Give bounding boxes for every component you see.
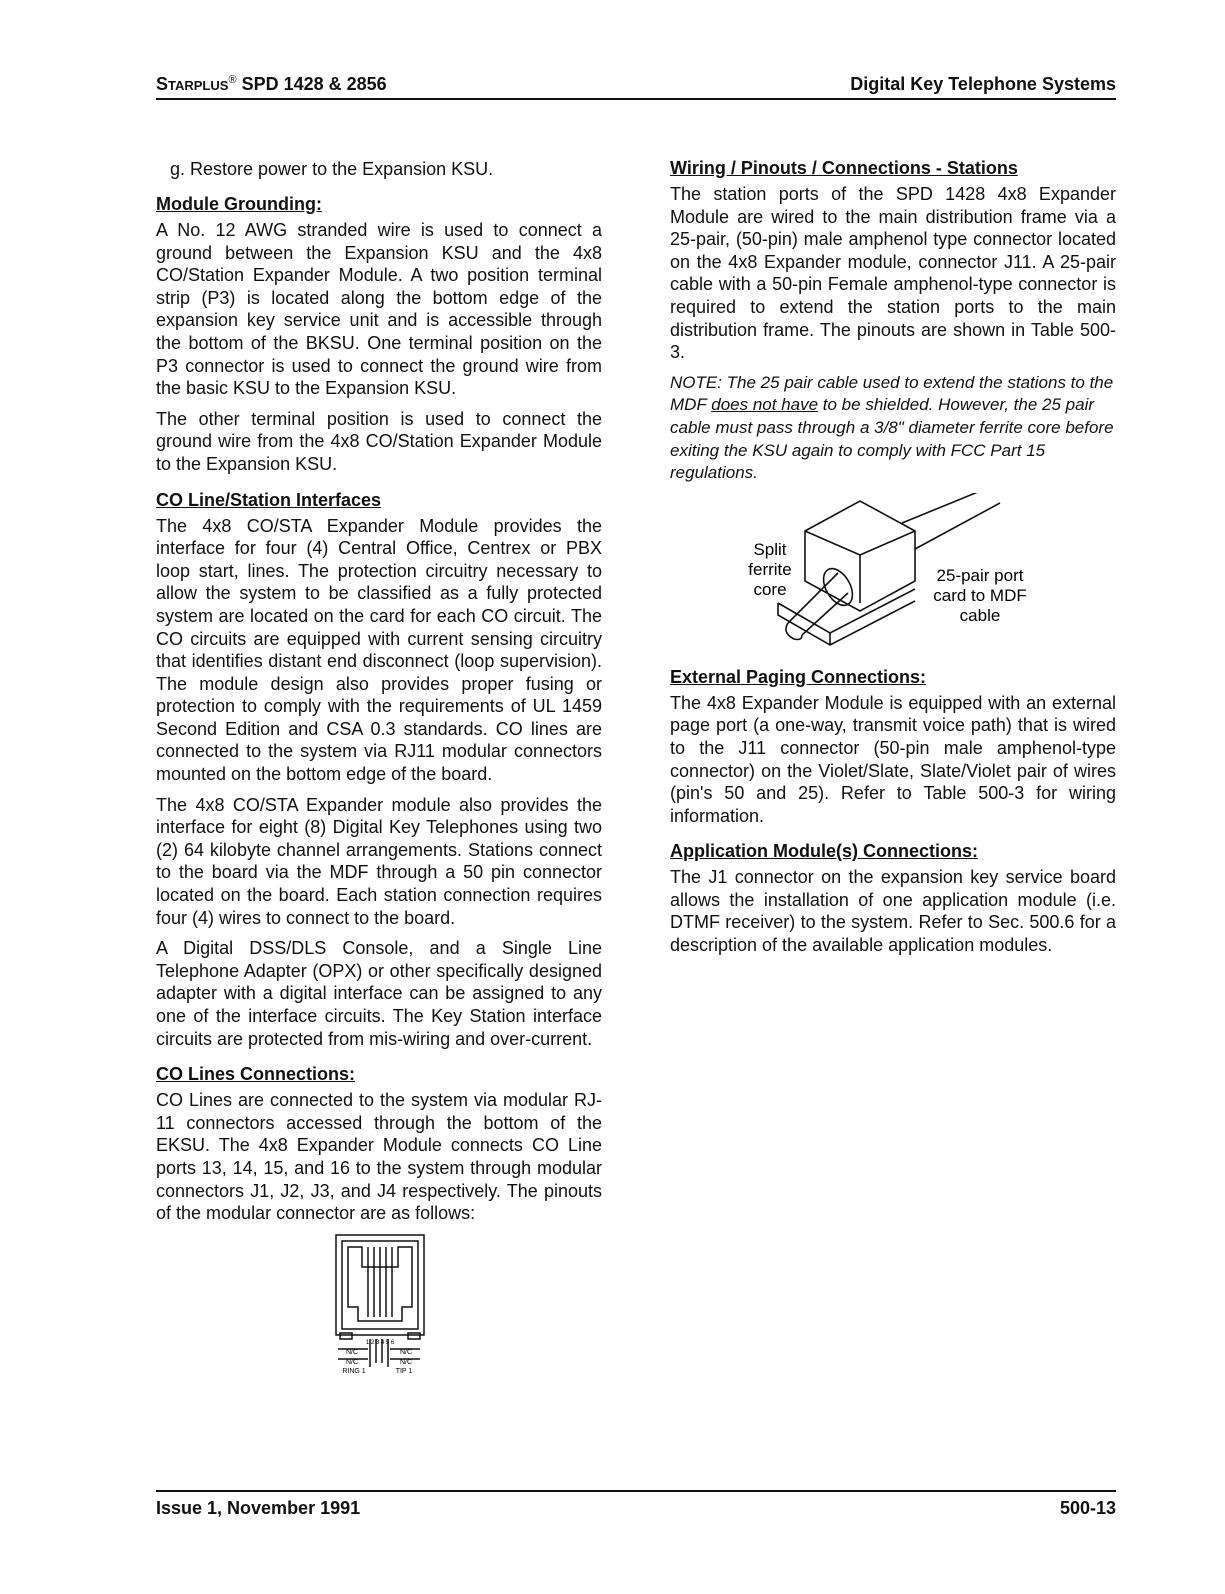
right-column: [670, 158, 1116, 965]
paragraph: CO Lines are connected to the system via modular RJ-11 connectors accessed through the bottom of the EKSU. The 4x8 Expander Module connects CO Line ports 13, 14, 15, and 16 to the system through modular connectors J1, J2, J3, and J4 respectively. The pinouts of the modular connector are as follows:: [156, 1090, 602, 1224]
heading-application-modules: Application Module(s) Connections:: [670, 841, 978, 862]
cable-label: 25-pair port: [936, 565, 1024, 585]
paragraph: The 4x8 Expander Module is equipped with an external page port (a one-way, transmit voice path) that is wired to the J11 connector (50-pin male amphenol-type connector) on the Violet/Slate, Slate/Violet pair of wires (pin's 50 and 25). Refer to Table 500-3 for wiring information.: [670, 692, 1116, 826]
paragraph: A No. 12 AWG stranded wire is used to connect a ground between the Expansion KSU and the 4x8 CO/Station Expander Module. A two position terminal strip (P3) is located along the bottom edge of the expansion key service unit and is accessible through the bottom of the BKSU. One terminal position on the P3 connector is used to connect the ground wire from the basic KSU to the Expansion KSU.: [156, 220, 602, 399]
ferrite-core-figure: [670, 493, 1116, 653]
paragraph: The station ports of the SPD 1428 4x8 Expander Module are wired to the main distribution frame via a 25-pair, (50-pin) male amphenol type connector located on the 4x8 Expander module, connector J11. A 25-pair cable with a 50-pin Female amphenol-type connector is required to extend the station ports to the main distribution frame. The pinouts are shown in Table 500-3.: [670, 184, 1116, 363]
nc-label: N/C: [345, 1348, 359, 1356]
note-text: to be shielded. However, the 25 pair cable must pass through a 3/8" diameter ferrite core before exiting the KSU again to comply with FCC Part 15 regulations.: [670, 395, 1114, 483]
ring-label: RING 1: [342, 1367, 366, 1373]
registered-mark: ®: [228, 74, 237, 86]
issue-date: Issue 1, November 1991: [156, 1498, 361, 1518]
page-header: [156, 70, 1116, 100]
nc-label: N/C: [399, 1358, 413, 1366]
tip-label: TIP 1: [395, 1367, 413, 1373]
rj11-connector-figure: [156, 1233, 602, 1373]
split-label: Split: [753, 539, 787, 559]
heading-external-paging: External Paging Connections:: [670, 666, 927, 687]
ferrite-diagram: [670, 493, 1116, 653]
page-footer: [156, 1490, 1116, 1518]
nc-label: N/C: [345, 1358, 359, 1366]
note: [670, 372, 1116, 485]
paragraph: The other terminal position is used to connect the ground wire from the 4x8 CO/Station Expander Module to the Expansion KSU.: [156, 408, 602, 474]
nc-label: N/C: [399, 1348, 413, 1356]
heading-co-line-station: CO Line/Station Interfaces: [156, 489, 382, 510]
header-section: Digital Key Telephone Systems: [850, 74, 1116, 94]
step-g: g. Restore power to the Expansion KSU.: [170, 159, 494, 179]
header-model: SPD 1428 & 2856: [241, 74, 387, 94]
pin-numbers: 1 2 3 4 5 6: [365, 1339, 395, 1346]
note-emphasis: does not have: [711, 395, 819, 415]
paragraph: A Digital DSS/DLS Console, and a Single Line Telephone Adapter (OPX) or other specifically designed adapter with a digital interface can be assigned to any one of the interface circuits. The Key Station interface circuits are protected from mis-wiring and over-current.: [156, 938, 602, 1049]
ferrite-label: ferrite: [748, 559, 792, 579]
core-label: core: [753, 579, 787, 599]
rj11-diagram: [156, 1233, 602, 1373]
page-number: 500-13: [1059, 1498, 1116, 1518]
header-brand: Starplus: [156, 74, 229, 94]
paragraph: The J1 connector on the expansion key service board allows the installation of one application module (i.e. DTMF receiver) to the system. Refer to Sec. 500.6 for a description of the available application modules.: [670, 867, 1116, 956]
heading-module-grounding: Module Grounding:: [156, 194, 322, 214]
cable-label: card to MDF: [933, 585, 1027, 605]
note-text: NOTE: The 25 pair cable used to extend the stations to the MDF: [670, 372, 1114, 415]
header-title: [156, 74, 387, 95]
left-column: [156, 158, 602, 1373]
paragraph: The 4x8 CO/STA Expander Module provides the interface for four (4) Central Office, Centrex or PBX loop start, lines. The protection circuitry necessary to allow the system to be classified as a fully protected system are located on the card for each CO circuit. The CO circuits are equipped with current sensing circuitry that identifies distant end disconnect (loop supervision). The module design also provides proper fusing or protection to comply with the requirements of UL 1459 Second Edition and CSA 0.3 standards. CO lines are connected to the system via RJ11 modular connectors mounted on the bottom edge of the board.: [156, 515, 602, 785]
cable-label: cable: [959, 605, 1001, 625]
heading-wiring-stations: Wiring / Pinouts / Connections - Stations: [670, 158, 1018, 178]
heading-co-lines-connections: CO Lines Connections:: [156, 1064, 356, 1085]
paragraph: The 4x8 CO/STA Expander module also provides the interface for eight (8) Digital Key Telephones using two (2) 64 kilobyte channel arrangements. Stations connect to the board via the MDF through a 50 pin connector located on the board. Each station connection requires four (4) wires to connect to the board.: [156, 794, 602, 928]
